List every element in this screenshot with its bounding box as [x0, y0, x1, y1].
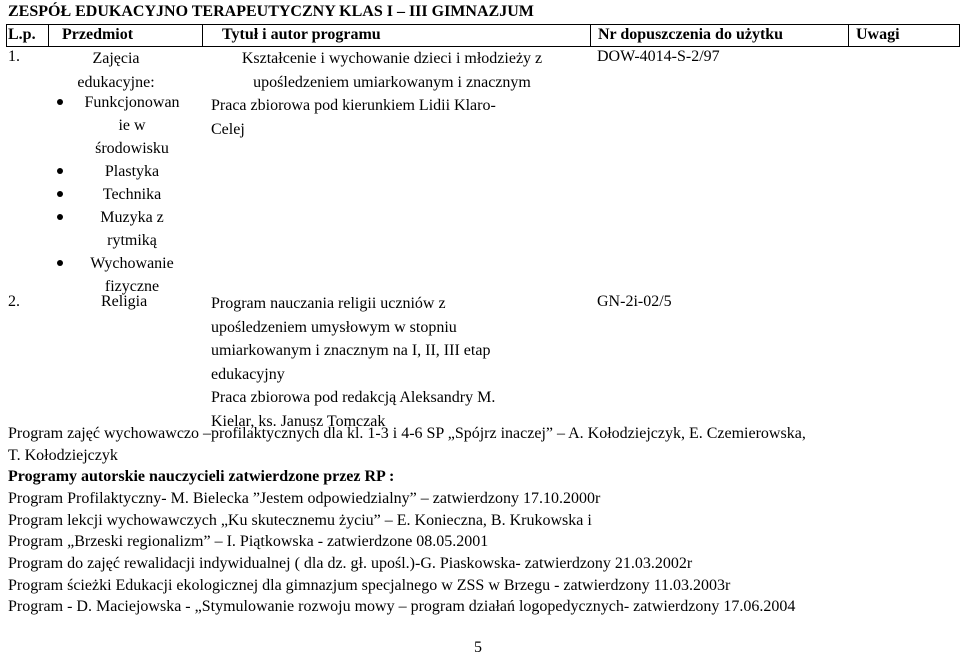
program-line: Program „Brzeski regionalizm” – I. Piątkowska - zatwierdzone 08.05.2001 [8, 533, 489, 550]
list-item-line: ie w [118, 117, 146, 134]
bullet-icon [57, 99, 63, 105]
row1-approval-number: DOW-4014-S-2/97 [597, 48, 720, 65]
row1-subject-bullets [77, 91, 187, 298]
col-divider [48, 24, 49, 47]
row2-program-line: Praca zbiorowa pod redakcją Aleksandry M. [211, 389, 496, 406]
header-notes: Uwagi [856, 26, 900, 43]
text-line: T. Kołodziejczyk [8, 447, 118, 464]
row2-program-line: Kielar, ks. Janusz Tomczak [211, 412, 386, 430]
bullet-icon [57, 191, 63, 197]
page-title: ZESPÓŁ EDUKACYJNO TERAPEUTYCZNY KLAS I – III GIMNAZJUM [8, 3, 534, 20]
list-item-line: fizyczne [104, 278, 160, 295]
program-line: Program Profilaktyczny- M. Bielecka ”Jestem odpowiedzialny” – zatwierdzony 17.10.2000r [8, 490, 601, 507]
col-divider [848, 24, 849, 47]
list-item-line: Plastyka [104, 163, 160, 180]
list-item [77, 91, 187, 160]
col-divider [202, 24, 203, 47]
row2-program-line: umiarkowanym i znacznym na I, II, III etap [211, 342, 491, 359]
table-left-border [6, 24, 7, 47]
list-item-line: Funkcjonowan [84, 94, 180, 111]
row1-program [211, 47, 573, 141]
text-line: Program zajęć wychowawczo –profilaktycznych dla kl. 1-3 i 4-6 SP „Spójrz inaczej” – A. Kołodziejczyk, E. Czemierowska, [8, 425, 806, 442]
row1-number: 1. [8, 48, 20, 65]
list-item-line: Technika [102, 186, 162, 203]
bullet-icon [57, 168, 63, 174]
list-item-line: Muzyka z [100, 209, 164, 226]
list-item [77, 160, 187, 183]
program-line: Program ścieżki Edukacji ekologicznej dla gimnazjum specjalnego w ZSS w Brzegu - zatwierdzony 11.03.2003r [8, 577, 731, 594]
row2-number: 2. [8, 293, 20, 310]
row2-approval-number: GN-2i-02/5 [597, 293, 672, 310]
table-top-border [6, 24, 960, 25]
row2-program-line: upośledzeniem umysłowym w stopniu [211, 318, 457, 336]
bullet-icon [57, 260, 63, 266]
header-subject: Przedmiot [62, 26, 134, 43]
header-number: Nr dopuszczenia do użytku [598, 26, 784, 43]
row2-program [211, 292, 573, 433]
list-item [77, 183, 187, 206]
page-number: 5 [474, 639, 482, 656]
row1-program-line: Kształcenie i wychowanie dzieci i młodzieży z [241, 50, 543, 67]
row2-subject: Religia [101, 293, 148, 310]
program-line: Program do zajęć rewalidacji indywidualnej ( dla dz. gł. upośl.)-G. Piaskowska- zatwierdzony 21.03.2002r [8, 555, 693, 572]
row1-subject-line: Zajęcia [92, 50, 140, 67]
list-item-line: rytmiką [107, 232, 157, 249]
header-lp: L.p. [8, 26, 36, 43]
list-item [77, 206, 187, 252]
program-line: Program - D. Maciejowska - „Stymulowanie rozwoju mowy – program działań logopedycznych- zatwierdzony 17.06.2004 [8, 598, 796, 615]
row2-program-line: edukacyjny [211, 365, 285, 383]
bullet-icon [57, 214, 63, 220]
header-program: Tytuł i autor programu [222, 26, 381, 43]
section-heading: Programy autorskie nauczycieli zatwierdzone przez RP : [8, 468, 395, 485]
row1-program-line: Celej [211, 120, 245, 138]
list-item-line: środowisku [95, 140, 169, 157]
row1-program-line: Praca zbiorowa pod kierunkiem Lidii Klaro- [211, 97, 496, 114]
row2-program-line: Program nauczania religii uczniów z [211, 295, 446, 312]
row1-subject-line: edukacyjne: [77, 73, 155, 91]
row1-subject [58, 47, 174, 94]
col-divider [590, 24, 591, 47]
program-line: Program lekcji wychowawczych „Ku skutecznemu życiu” – E. Konieczna, B. Krukowska i [8, 512, 592, 529]
row1-program-line: upośledzeniem umiarkowanym i znacznym [253, 73, 531, 91]
list-item-line: Wychowanie [90, 255, 174, 272]
